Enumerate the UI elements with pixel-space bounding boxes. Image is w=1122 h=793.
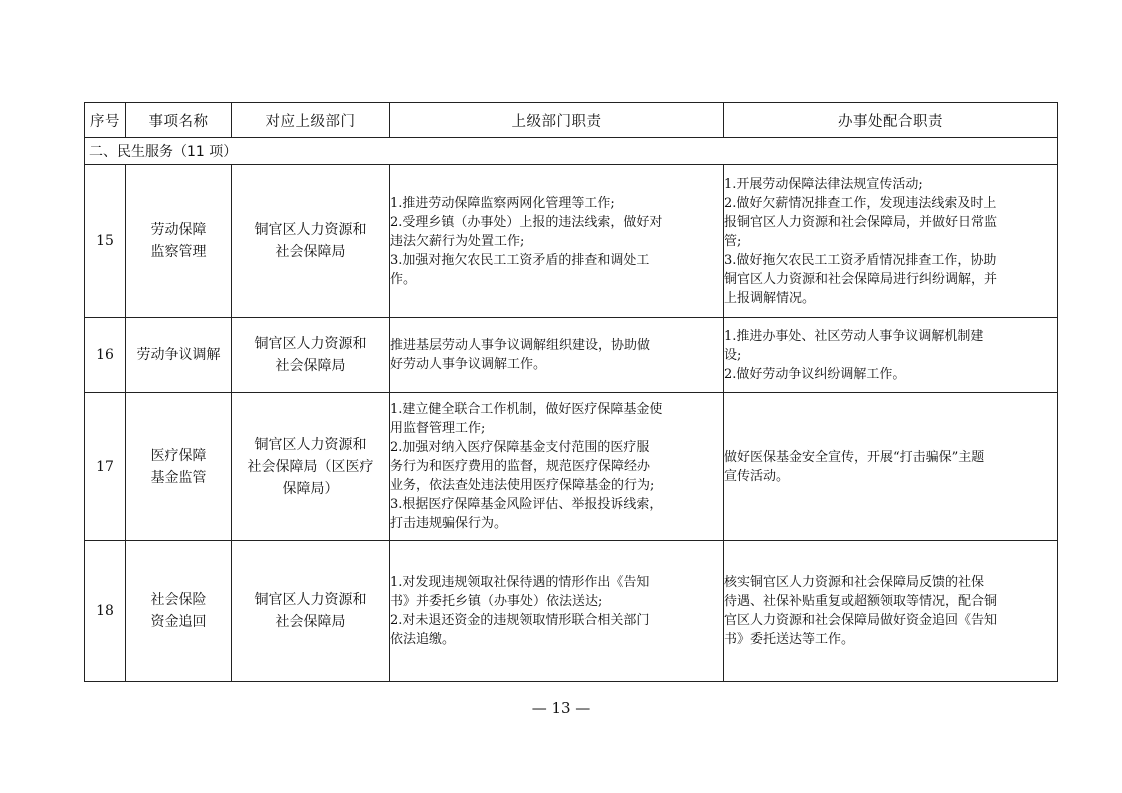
page-number: — 13 —: [531, 699, 591, 717]
header-dept: 对应上级部门: [232, 103, 390, 138]
text-line: 1.对发现违规领取社保待遇的情形作出《告知: [390, 575, 650, 590]
text-line: 做好医保基金安全宣传，开展“打击骗保”主题: [724, 449, 985, 465]
row-seq: 16: [85, 318, 126, 393]
text-line: 社会保障局（区医疗: [247, 458, 374, 475]
text-line: 社会保险: [150, 592, 207, 608]
row-office-duties: [724, 393, 1058, 541]
text-line: 2.做好劳动争议纠纷调解工作。: [724, 366, 906, 382]
text-line: 社会保障局: [275, 614, 346, 630]
text-line: 1.建立健全联合工作机制，做好医疗保障基金使: [390, 402, 663, 417]
text-line: 3.做好拖欠农民工工资矛盾情况排查工作，协助: [724, 252, 997, 268]
text-line: 2.受理乡镇（办事处）上报的违法线索，做好对: [390, 214, 663, 230]
text-line: 1.开展劳动保障法律法规宣传活动;: [724, 176, 923, 192]
row-item-name: [126, 318, 232, 393]
text-line: 打击违规骗保行为。: [390, 516, 508, 531]
text-line: 劳动争议调解: [136, 347, 221, 363]
row-office-duties: [724, 165, 1058, 318]
row-upper-duties: [390, 318, 724, 393]
table-row: [85, 541, 1058, 682]
text-line: 上报调解情况。: [724, 290, 816, 306]
header-office-duties: 办事处配合职责: [724, 103, 1058, 138]
text-line: 2.做好欠薪情况排查工作，发现违法线索及时上: [724, 195, 997, 211]
text-line: 资金追回: [150, 614, 207, 630]
row-seq: 18: [85, 541, 126, 682]
row-upper-duties: [390, 165, 724, 318]
table-header-row: [85, 103, 1058, 138]
row-seq: 15: [85, 165, 126, 318]
text-line: 作。: [390, 271, 417, 287]
responsibility-table: [84, 102, 1058, 682]
text-line: 保障局）: [282, 480, 339, 497]
table-row: [85, 318, 1058, 393]
row-upper-duties: [390, 393, 724, 541]
row-upper-duties: [390, 541, 724, 682]
table-row: [85, 393, 1058, 541]
text-line: 待遇、社保补贴重复或超额领取等情况，配合铜: [724, 594, 998, 609]
row-office-duties: [724, 541, 1058, 682]
row-seq: 17: [85, 393, 126, 541]
row-dept: [232, 165, 390, 318]
row-item-name: [126, 393, 232, 541]
text-line: 2.加强对纳入医疗保障基金支付范围的医疗服: [390, 440, 650, 455]
row-dept: [232, 393, 390, 541]
text-line: 2.对未退还资金的违规领取情形联合相关部门: [390, 613, 650, 628]
text-line: 设;: [724, 347, 742, 363]
text-line: 书》委托送达等工作。: [724, 632, 855, 647]
text-line: 宣传活动。: [724, 468, 790, 484]
text-line: 医疗保障: [150, 447, 207, 464]
text-line: 基金监管: [150, 469, 207, 486]
header-upper-duties: 上级部门职责: [390, 103, 724, 138]
text-line: 铜官区人力资源和: [254, 592, 367, 608]
text-line: 1.推进劳动保障监察两网化管理等工作;: [390, 195, 615, 211]
text-line: 铜官区人力资源和: [254, 436, 367, 453]
text-line: 管;: [724, 233, 742, 249]
text-line: 违法欠薪行为处置工作;: [390, 233, 525, 249]
text-line: 铜官区人力资源和: [254, 222, 367, 238]
text-line: 铜官区人力资源和社会保障局进行纠纷调解，并: [724, 271, 998, 287]
text-line: 好劳动人事争议调解工作。: [390, 357, 547, 372]
text-line: 劳动保障: [150, 222, 207, 238]
header-item-name: 事项名称: [126, 103, 232, 138]
row-dept: [232, 318, 390, 393]
text-line: 务行为和医疗费用的监督，规范医疗保障经办: [390, 459, 651, 474]
section-title: 二、民生服务（11 项）: [85, 138, 1058, 165]
text-line: 推进基层劳动人事争议调解组织建设，协助做: [390, 338, 651, 353]
row-item-name: [126, 165, 232, 318]
text-line: 用监督管理工作;: [390, 421, 486, 436]
row-item-name: [126, 541, 232, 682]
text-line: 书》并委托乡镇（办事处）依法送达;: [390, 594, 603, 609]
text-line: 3.加强对拖欠农民工工资矛盾的排查和调处工: [390, 252, 650, 268]
text-line: 依法追缴。: [390, 632, 456, 647]
text-line: 社会保障局: [275, 358, 346, 374]
text-line: 监察管理: [150, 244, 207, 260]
header-seq: 序号: [85, 103, 126, 138]
table-row: [85, 165, 1058, 318]
row-office-duties: [724, 318, 1058, 393]
text-line: 业务，依法查处违法使用医疗保障基金的行为;: [390, 478, 655, 493]
text-line: 报铜官区人力资源和社会保障局，并做好日常监: [724, 214, 998, 230]
text-line: 铜官区人力资源和: [254, 336, 367, 352]
section-row: [85, 138, 1058, 165]
text-line: 核实铜官区人力资源和社会保障局反馈的社保: [724, 575, 985, 590]
text-line: 3.根据医疗保障基金风险评估、举报投诉线索，: [390, 497, 663, 512]
text-line: 官区人力资源和社会保障局做好资金追回《告知: [724, 613, 998, 628]
row-dept: [232, 541, 390, 682]
text-line: 社会保障局: [275, 244, 346, 260]
text-line: 1.推进办事处、社区劳动人事争议调解机制建: [724, 328, 984, 344]
